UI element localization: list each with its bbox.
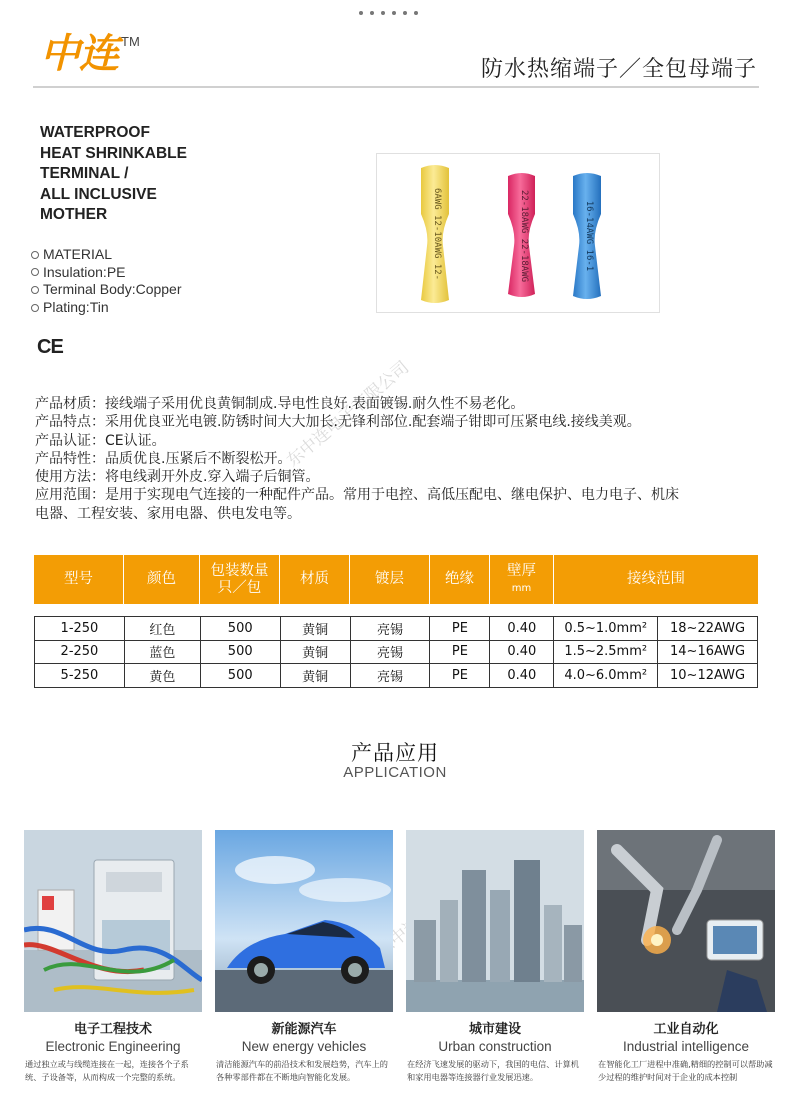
application-card [215, 830, 393, 1083]
bullet-icon [31, 251, 39, 259]
description-line: 产品材质：接线端子采用优良黄铜制成.导电性良好.表面镀锡.耐久性不易老化。 [35, 396, 525, 412]
english-title [40, 123, 187, 226]
header-thickness-label: 壁厚 [507, 562, 536, 579]
car-photo [215, 830, 393, 1012]
application-card-desc: 通过独立或与线缆连接在一起，连接各个子系统、子设备等，从而构成一个完整的系统。 [25, 1059, 189, 1082]
trademark-mark: TM [121, 34, 140, 49]
product-description [35, 395, 765, 523]
material-item: Terminal Body:Copper [31, 281, 182, 299]
english-title-line: MOTHER [40, 206, 108, 223]
header-insulation: 绝缘 [430, 555, 490, 604]
header-thickness-unit: mm [511, 582, 532, 594]
spec-table-header [34, 555, 758, 604]
bullet-icon [31, 268, 39, 276]
application-card [597, 830, 775, 1083]
application-card-title: 城市建设 [468, 1022, 521, 1037]
description-line: 产品认证：CE认证。 [35, 432, 166, 449]
header-material: 材质 [280, 555, 350, 604]
cell-package: 500 [201, 641, 281, 665]
application-card-desc: 在经济飞速发展的驱动下，我国的电信、计算机和家用电器等连接器行业发展迅速。 [407, 1059, 579, 1082]
material-list [31, 246, 182, 316]
blue-terminal-print: 16-14AWG 16-1 [584, 200, 594, 272]
bullet-icon [31, 304, 39, 312]
cell-insulation: PE [430, 664, 490, 688]
english-title-line: ALL INCLUSIVE [40, 185, 157, 203]
city-photo [406, 830, 584, 1012]
cell-color: 红色 [125, 617, 201, 641]
header-model: 型号 [34, 555, 124, 604]
application-card-title: 电子工程技术 [73, 1022, 152, 1037]
title-divider [33, 86, 759, 88]
material-item: Insulation:PE [31, 264, 182, 282]
cell-thickness: 0.40 [490, 641, 554, 665]
application-card-subtitle: Industrial intelligence [622, 1039, 750, 1054]
english-title-line: WATERPROOF [40, 124, 150, 141]
table-row [35, 617, 758, 641]
header-package: 包装数量 只／包 [200, 555, 280, 604]
table-row [35, 641, 758, 665]
cell-material: 黄铜 [281, 617, 351, 641]
top-dots [359, 11, 418, 15]
header-plating: 镀层 [350, 555, 430, 604]
material-item: MATERIAL [31, 246, 182, 264]
cell-material: 黄铜 [281, 641, 351, 665]
cell-model: 2-250 [35, 641, 125, 665]
application-card-desc: 在智能化工厂进程中准确,精细的控制可以帮助减少过程的维护时间对于企业的成本控制 [598, 1059, 773, 1082]
description-line: 电器、工程安装、家用电器、供电发电等。 [35, 505, 301, 522]
cell-package: 500 [201, 617, 281, 641]
cell-wire-awg: 18~22AWG [658, 617, 758, 641]
spec-table [34, 555, 758, 688]
cell-wire-mm: 1.5~2.5mm² [554, 641, 658, 665]
spec-table-body [34, 616, 758, 688]
robot-photo [597, 830, 775, 1012]
cell-model: 1-250 [35, 617, 125, 641]
ce-mark: CE [37, 336, 63, 358]
cell-wire-awg: 10~12AWG [658, 664, 758, 688]
pink-terminal-print: 22-18AWG 22-18AWG [519, 189, 529, 283]
application-card [406, 830, 584, 1083]
header-wire-range: 接线范围 [627, 571, 685, 587]
header-color: 颜色 [124, 555, 200, 604]
cell-plating: 亮锡 [351, 641, 431, 665]
cell-model: 5-250 [35, 664, 125, 688]
product-photo [376, 153, 660, 313]
electronics-photo [24, 830, 202, 1012]
header-thickness [490, 555, 554, 604]
page-title: 防水热缩端子／全包母端子 [480, 57, 757, 82]
application-card-subtitle: Urban construction [438, 1039, 552, 1054]
application-card-subtitle: New energy vehicles [241, 1039, 367, 1054]
cell-insulation: PE [430, 617, 490, 641]
cell-insulation: PE [430, 641, 490, 665]
description-line: 应用范围：是用于实现电气连接的一种配件产品。常用于电控、高低压配电、继电保护、电力电子、机床 [35, 487, 679, 504]
cell-color: 黄色 [125, 664, 201, 688]
cell-material: 黄铜 [281, 664, 351, 688]
description-line: 产品特点：采用优良亚光电镀.防锈时间大大加长.无锋利部位.配套端子钳即可压紧电线.接线美观。 [35, 414, 641, 431]
cell-thickness: 0.40 [490, 664, 554, 688]
terminals-illustration [377, 154, 661, 314]
cell-color: 蓝色 [125, 641, 201, 665]
english-title-line: TERMINAL / [40, 165, 129, 182]
cell-wire-mm: 0.5~1.0mm² [554, 617, 658, 641]
cell-package: 500 [201, 664, 281, 688]
bullet-icon [31, 286, 39, 294]
description-line: 产品特性：品质优良.压紧后不断裂松开。 [35, 450, 292, 467]
application-card-title: 工业自动化 [653, 1022, 719, 1037]
description-line: 使用方法：将电线剥开外皮.穿入端子后铜管。 [35, 469, 320, 486]
application-cards [24, 830, 775, 1083]
application-card [24, 830, 202, 1083]
brand-logo [40, 32, 140, 76]
cell-plating: 亮锡 [351, 617, 431, 641]
cell-thickness: 0.40 [490, 617, 554, 641]
material-item: Plating:Tin [31, 299, 182, 317]
application-card-subtitle: Electronic Engineering [45, 1039, 181, 1054]
yellow-terminal-print: 6AWG 12-10AWG 12- [432, 187, 442, 281]
table-row [35, 664, 758, 688]
cell-wire-mm: 4.0~6.0mm² [554, 664, 658, 688]
application-subtitle: APPLICATION [343, 764, 447, 781]
logo-text: 中连 [40, 31, 118, 77]
english-title-line: HEAT SHRINKABLE [40, 144, 187, 162]
application-card-title: 新能源汽车 [271, 1022, 337, 1037]
application-title: 产品应用 [351, 741, 439, 765]
application-card-desc: 清洁能源汽车的前沿技术和发展趋势，汽车上的各种零部件都在不断地向智能化发展。 [216, 1059, 388, 1082]
cell-plating: 亮锡 [351, 664, 431, 688]
cell-wire-awg: 14~16AWG [658, 641, 758, 665]
watermark: 东中连电子有限公司 [283, 357, 414, 472]
